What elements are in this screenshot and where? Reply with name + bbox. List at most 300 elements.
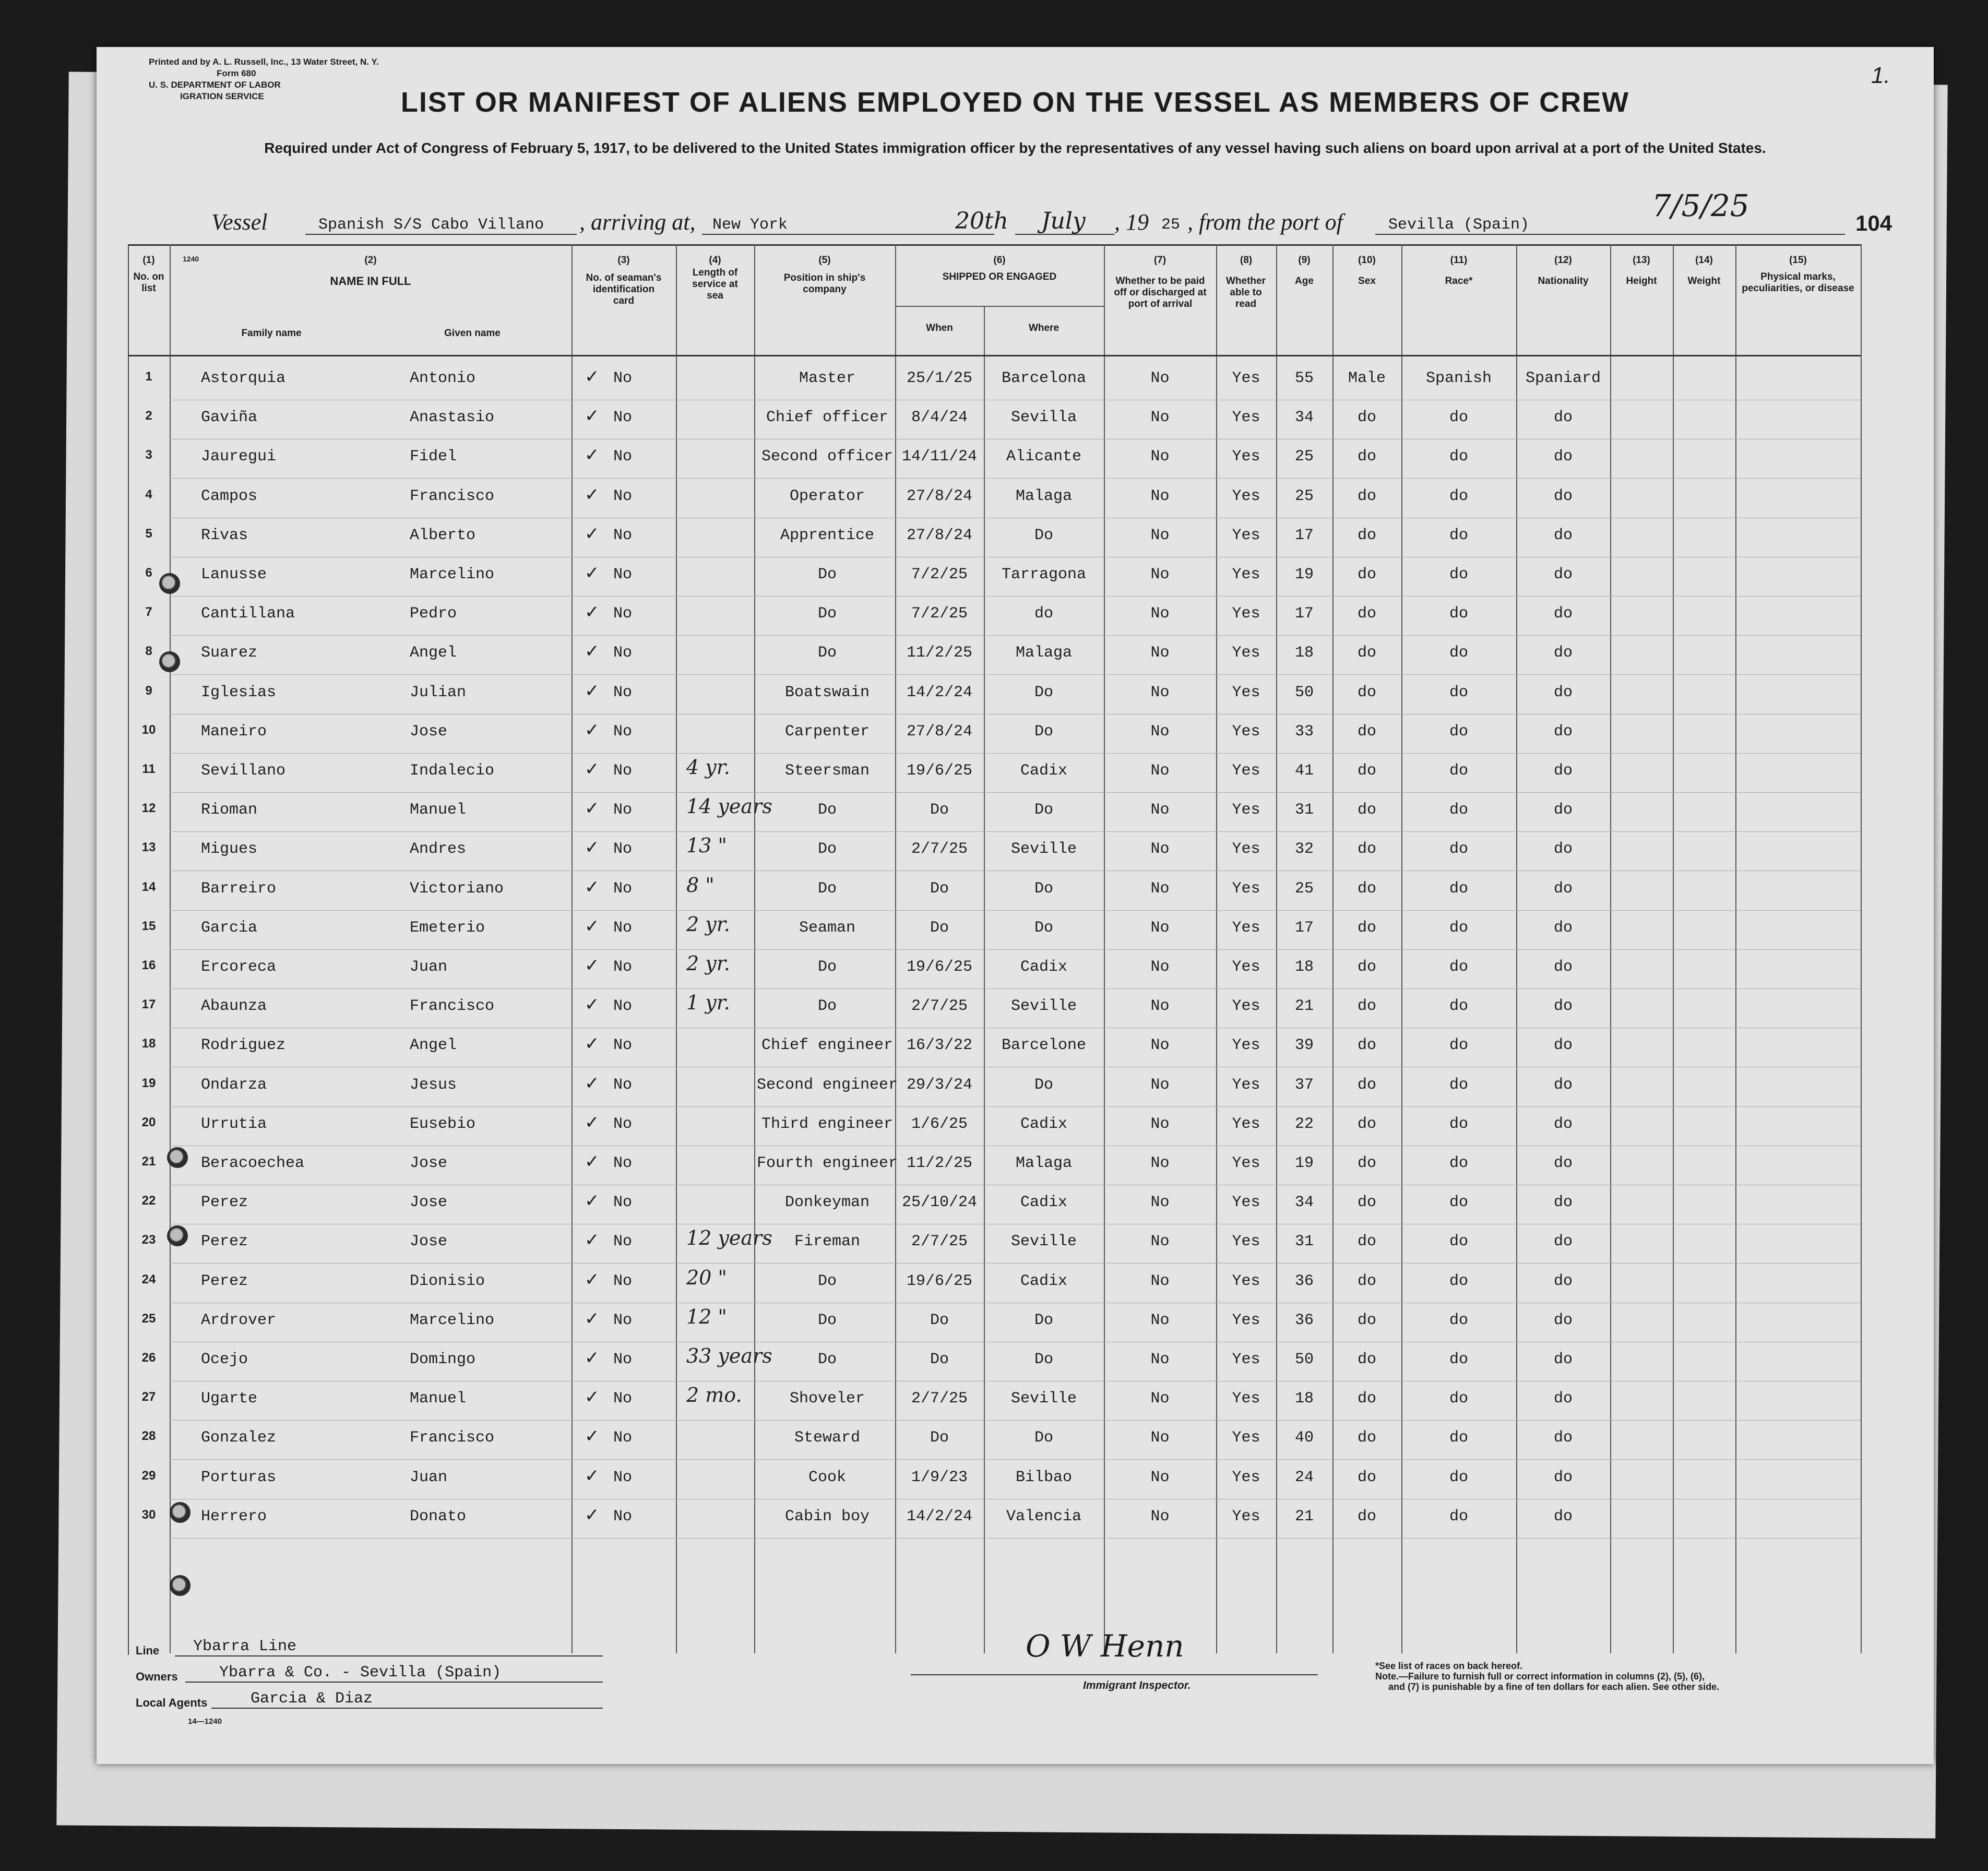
cell-paid: No [1150, 448, 1170, 466]
cell-no: 6 [145, 566, 152, 580]
cell-no: 29 [141, 1468, 156, 1483]
check-mark: ✓ [585, 1033, 600, 1055]
races-note: *See list of races on back hereof. [1375, 1661, 1523, 1671]
cell-given: Dionisio [410, 1272, 485, 1290]
cell-when: Do [930, 1351, 949, 1368]
cell-age: 33 [1294, 722, 1314, 741]
col9-label: Age [1295, 276, 1314, 287]
cell-service: 4 yr. [686, 756, 730, 779]
col6-when: When [926, 323, 953, 333]
cell-given: Jose [410, 1233, 448, 1251]
cell-family: Migues [201, 840, 258, 859]
cell-sex: do [1357, 1036, 1376, 1055]
cell-nat: do [1553, 1429, 1573, 1447]
cell-no: 3 [145, 448, 152, 462]
cell-when: 14/2/24 [906, 683, 973, 701]
cell-paid: No [1150, 1154, 1170, 1172]
cell-sex: do [1357, 1351, 1376, 1368]
cell-service: 2 yr. [686, 912, 730, 936]
cell-age: 50 [1294, 683, 1314, 701]
cell-paid: No [1150, 644, 1170, 662]
cell-where: Seville [1010, 1233, 1077, 1251]
cell-when: Do [930, 919, 949, 937]
cell-nat: do [1553, 605, 1573, 623]
cell-family: Astorquia [201, 370, 286, 387]
cell-sex: do [1357, 722, 1376, 741]
row-rule [170, 478, 1861, 479]
check-mark: ✓ [585, 406, 600, 427]
cell-read: Yes [1232, 409, 1260, 427]
cell-sex: do [1357, 1233, 1376, 1251]
punch-hole [170, 1575, 191, 1596]
arriving-label: , arriving at, [579, 209, 696, 235]
cell-age: 17 [1294, 919, 1314, 937]
cell-paid: No [1150, 801, 1170, 819]
handwritten-date: 7/5/25 [1652, 188, 1749, 223]
cell-given: Emeterio [410, 919, 485, 937]
cell-no: 9 [145, 683, 152, 698]
row-rule [170, 831, 1861, 832]
cell-read: Yes [1232, 370, 1260, 387]
cell-where: Seville [1010, 1390, 1077, 1408]
owners-label: Owners [136, 1670, 178, 1683]
cell-position: Do [817, 566, 837, 583]
check-mark: ✓ [585, 641, 600, 662]
cell-family: Suarez [201, 644, 258, 662]
cell-race: do [1449, 1154, 1468, 1172]
cell-service: 12 " [686, 1305, 727, 1328]
cell-sex: do [1357, 762, 1376, 780]
cell-card: No [613, 370, 633, 387]
cell-card: No [613, 605, 633, 623]
cell-family: Rivas [201, 526, 248, 544]
cell-card: No [613, 644, 633, 662]
check-mark: ✓ [585, 445, 600, 466]
cell-nat: do [1553, 879, 1573, 898]
cell-where: Malaga [1015, 1154, 1073, 1172]
cell-sex: do [1357, 1272, 1376, 1290]
cell-read: Yes [1232, 722, 1260, 741]
col10-label: Sex [1358, 276, 1376, 287]
cell-when: 7/2/25 [911, 605, 968, 623]
cell-sex: do [1357, 1429, 1376, 1447]
cell-no: 24 [141, 1272, 156, 1286]
cell-nat: Spaniard [1525, 370, 1601, 387]
cell-given: Domingo [410, 1351, 476, 1368]
departure-port: Sevilla (Spain) [1388, 216, 1530, 234]
department: U. S. DEPARTMENT OF LABOR [149, 80, 281, 90]
cell-paid: No [1150, 958, 1170, 976]
cell-when: 29/3/24 [906, 1076, 973, 1094]
check-mark: ✓ [585, 837, 600, 859]
cell-no: 2 [145, 409, 152, 423]
cell-nat: do [1553, 1194, 1573, 1212]
cell-given: Donato [410, 1507, 467, 1526]
cell-when: 2/7/25 [911, 1233, 968, 1251]
cell-race: do [1449, 1036, 1468, 1055]
local-agents-value: Garcia & Diaz [251, 1690, 373, 1708]
cell-where: Alicante [1006, 448, 1082, 466]
cell-card: No [613, 840, 633, 859]
punch-hole [170, 1502, 191, 1523]
from-label: , from the port of [1187, 209, 1343, 235]
col9-number: (9) [1298, 255, 1311, 266]
row-rule [170, 910, 1861, 911]
cell-when: Do [930, 1429, 949, 1447]
cell-race: do [1449, 1468, 1468, 1486]
cell-sex: do [1357, 644, 1376, 662]
cell-position: Do [817, 801, 837, 819]
cell-age: 25 [1294, 448, 1314, 466]
cell-card: No [613, 1272, 633, 1290]
cell-read: Yes [1232, 1036, 1260, 1055]
cell-given: Alberto [410, 526, 476, 544]
cell-position: Boatswain [784, 683, 870, 701]
cell-race: do [1449, 1194, 1468, 1212]
service: IGRATION SERVICE [180, 91, 264, 101]
cell-given: Manuel [410, 801, 467, 819]
cell-position: Cook [808, 1468, 846, 1486]
cell-position: Shoveler [789, 1390, 865, 1408]
cell-when: 11/2/25 [906, 644, 973, 662]
cell-paid: No [1150, 1507, 1170, 1526]
cell-age: 19 [1294, 566, 1314, 583]
arriving-port: New York [712, 216, 788, 234]
cell-race: do [1449, 1233, 1468, 1251]
cell-card: No [613, 1351, 633, 1368]
cell-family: Ugarte [201, 1390, 258, 1408]
cell-race: do [1449, 1429, 1468, 1447]
row-rule [170, 792, 1861, 793]
cell-family: Perez [201, 1272, 248, 1290]
check-mark: ✓ [585, 680, 600, 701]
cell-read: Yes [1232, 1390, 1260, 1408]
cell-card: No [613, 487, 633, 505]
cell-age: 36 [1294, 1272, 1314, 1290]
cell-family: Gaviña [201, 409, 258, 427]
cell-nat: do [1553, 566, 1573, 583]
cell-family: Ercoreca [201, 958, 277, 976]
cell-where: Cadix [1020, 958, 1067, 976]
cell-nat: do [1553, 997, 1573, 1016]
cell-nat: do [1553, 448, 1573, 466]
cell-race: do [1449, 879, 1468, 898]
cell-where: Barcelona [1001, 370, 1087, 387]
cell-where: Valencia [1006, 1507, 1082, 1526]
cell-age: 41 [1294, 762, 1314, 780]
cell-when: 25/10/24 [901, 1194, 978, 1212]
cell-read: Yes [1232, 801, 1260, 819]
cell-position: Steward [794, 1429, 861, 1447]
col2-family-name: Family name [241, 328, 302, 339]
cell-read: Yes [1232, 1076, 1260, 1094]
cell-card: No [613, 879, 633, 898]
cell-read: Yes [1232, 1311, 1260, 1329]
cell-read: Yes [1232, 919, 1260, 937]
cell-race: do [1449, 840, 1468, 859]
cell-nat: do [1553, 1036, 1573, 1055]
cell-no: 16 [141, 958, 156, 972]
col14-number: (14) [1695, 255, 1713, 266]
cell-race: do [1449, 683, 1468, 701]
col7-number: (7) [1153, 255, 1166, 266]
cell-given: Eusebio [410, 1115, 476, 1133]
cell-read: Yes [1232, 1351, 1260, 1368]
col12-label: Nationality [1538, 276, 1589, 287]
cell-given: Francisco [410, 487, 495, 505]
cell-position: Do [817, 879, 837, 898]
cell-family: Lanusse [201, 566, 267, 583]
cell-read: Yes [1232, 1233, 1260, 1251]
document-title: LIST OR MANIFEST OF ALIENS EMPLOYED ON THE VESSEL AS MEMBERS OF CREW [400, 87, 1630, 118]
check-mark: ✓ [585, 523, 600, 544]
cell-service: 2 yr. [686, 952, 730, 975]
cell-sex: do [1357, 840, 1376, 859]
cell-when: Do [930, 801, 949, 819]
cell-given: Manuel [410, 1390, 467, 1408]
check-mark: ✓ [585, 1504, 600, 1526]
cell-given: Antonio [410, 370, 476, 387]
cell-given: Marcelino [410, 1311, 495, 1329]
col15-number: (15) [1789, 255, 1807, 266]
check-mark: ✓ [585, 759, 600, 780]
cell-family: Herrero [201, 1507, 267, 1526]
col11-number: (11) [1450, 255, 1468, 266]
cell-paid: No [1150, 919, 1170, 937]
cell-read: Yes [1232, 1194, 1260, 1212]
cell-card: No [613, 1311, 633, 1329]
cell-position: Do [817, 958, 837, 976]
cell-paid: No [1150, 1194, 1170, 1212]
cell-when: 19/6/25 [906, 1272, 973, 1290]
cell-paid: No [1150, 1311, 1170, 1329]
cell-paid: No [1150, 997, 1170, 1016]
vessel-name: Spanish S/S Cabo Villano [318, 216, 544, 234]
cell-service: 13 " [686, 834, 727, 857]
vessel-label: Vessel [211, 209, 268, 235]
cell-card: No [613, 1076, 633, 1094]
cell-paid: No [1150, 370, 1170, 387]
cell-paid: No [1150, 879, 1170, 898]
cell-race: do [1449, 526, 1468, 544]
col2-label: NAME IN FULL [330, 275, 411, 288]
cell-given: Francisco [410, 997, 495, 1016]
check-mark: ✓ [585, 366, 600, 387]
cell-where: Barcelone [1001, 1036, 1087, 1055]
col10-number: (10) [1358, 255, 1376, 266]
cell-when: 1/6/25 [911, 1115, 968, 1133]
check-mark: ✓ [585, 1348, 600, 1368]
cell-sex: do [1357, 1154, 1376, 1172]
cell-position: Steersman [784, 762, 870, 780]
cell-race: do [1449, 566, 1468, 583]
cell-age: 32 [1294, 840, 1314, 859]
cell-service: 8 " [686, 873, 715, 897]
cell-nat: do [1553, 1233, 1573, 1251]
col2-number: (2) [364, 255, 377, 266]
cell-read: Yes [1232, 1429, 1260, 1447]
cell-read: Yes [1232, 566, 1260, 583]
row-rule [170, 1538, 1861, 1539]
cell-read: Yes [1232, 605, 1260, 623]
cell-sex: do [1357, 919, 1376, 937]
cell-no: 14 [141, 879, 156, 894]
cell-sex: do [1357, 1311, 1376, 1329]
cell-race: do [1449, 919, 1468, 937]
cell-card: No [613, 1194, 633, 1212]
col8-number: (8) [1240, 255, 1253, 266]
cell-where: Do [1034, 526, 1053, 544]
col13-number: (13) [1633, 255, 1650, 266]
year-prefix: , 19 [1114, 209, 1149, 235]
cell-position: Chief officer [766, 409, 889, 427]
cell-paid: No [1150, 1233, 1170, 1251]
cell-no: 23 [141, 1233, 156, 1247]
cell-where: Seville [1010, 840, 1077, 859]
cell-where: Do [1034, 919, 1053, 937]
cell-when: 14/11/24 [901, 448, 978, 466]
cell-given: Anastasio [410, 409, 495, 427]
cell-where: Tarragona [1001, 566, 1087, 583]
cell-race: do [1449, 487, 1468, 505]
cell-where: do [1034, 605, 1053, 623]
col1-label: No. on list [133, 271, 164, 294]
cell-nat: do [1553, 1272, 1573, 1290]
cell-no: 25 [141, 1311, 156, 1326]
cell-age: 22 [1294, 1115, 1314, 1133]
cell-nat: do [1553, 919, 1573, 937]
cell-family: Rioman [201, 801, 258, 819]
cell-where: Do [1034, 801, 1053, 819]
col5-number: (5) [818, 255, 831, 266]
cell-card: No [613, 1429, 633, 1447]
cell-given: Angel [410, 1036, 457, 1055]
cell-service: 12 years [686, 1226, 772, 1250]
cell-family: Gonzalez [201, 1429, 277, 1447]
cell-position: Do [817, 997, 837, 1016]
cell-race: do [1449, 1351, 1468, 1368]
cell-where: Cadix [1020, 762, 1067, 780]
cell-where: Bilbao [1015, 1468, 1073, 1486]
cell-given: Julian [410, 683, 467, 701]
cell-family: Barreiro [201, 879, 277, 898]
punch-hole [167, 1225, 188, 1246]
cell-sex: do [1357, 683, 1376, 701]
cell-no: 11 [142, 762, 156, 776]
cell-sex: Male [1348, 370, 1386, 387]
cell-race: do [1449, 762, 1468, 780]
cell-nat: do [1553, 1154, 1573, 1172]
cell-nat: do [1553, 644, 1573, 662]
check-mark: ✓ [585, 1190, 600, 1212]
row-rule [170, 596, 1861, 597]
cell-where: Malaga [1015, 487, 1073, 505]
cell-position: Cabin boy [784, 1507, 870, 1526]
row-rule [170, 674, 1861, 675]
cell-read: Yes [1232, 1468, 1260, 1486]
corner-mark: 1. [1871, 63, 1890, 88]
cell-age: 31 [1294, 1233, 1314, 1251]
cell-age: 40 [1294, 1429, 1314, 1447]
check-mark: ✓ [585, 1230, 600, 1251]
check-mark: ✓ [585, 1308, 600, 1329]
cell-position: Carpenter [784, 722, 870, 741]
col6-where: Where [1028, 323, 1060, 333]
cell-when: 2/7/25 [911, 997, 968, 1016]
cell-paid: No [1150, 722, 1170, 741]
cell-no: 1 [145, 370, 152, 384]
check-mark: ✓ [585, 955, 600, 976]
cell-age: 18 [1294, 1390, 1314, 1408]
cell-when: 2/7/25 [911, 1390, 968, 1408]
cell-position: Chief engineer [761, 1036, 894, 1055]
cell-service: 2 mo. [686, 1384, 742, 1407]
cell-nat: do [1553, 762, 1573, 780]
cell-card: No [613, 409, 633, 427]
printer-line: Printed and by A. L. Russell, Inc., 13 Water Street, N. Y. [149, 57, 379, 67]
cell-sex: do [1357, 1390, 1376, 1408]
check-mark: ✓ [585, 563, 600, 583]
arrival-month: July [1041, 208, 1086, 234]
cell-when: 27/8/24 [906, 526, 973, 544]
cell-given: Pedro [410, 605, 457, 623]
cell-age: 36 [1294, 1311, 1314, 1329]
check-mark: ✓ [585, 1151, 600, 1172]
form-number: Form 680 [217, 68, 256, 78]
cell-no: 7 [145, 605, 152, 619]
cell-family: Abaunza [201, 997, 267, 1016]
cell-when: 16/3/22 [906, 1036, 973, 1055]
row-rule [170, 988, 1861, 989]
cell-when: Do [930, 1311, 949, 1329]
cell-read: Yes [1232, 840, 1260, 859]
check-mark: ✓ [585, 1112, 600, 1133]
cell-race: do [1449, 448, 1468, 466]
cell-race: Spanish [1425, 370, 1492, 387]
line-label: Line [136, 1644, 160, 1657]
cell-read: Yes [1232, 1272, 1260, 1290]
cell-sex: do [1357, 801, 1376, 819]
cell-no: 26 [141, 1351, 156, 1365]
cell-race: do [1449, 605, 1468, 623]
cell-no: 12 [141, 801, 156, 816]
cell-age: 50 [1294, 1351, 1314, 1368]
cell-card: No [613, 1154, 633, 1172]
cell-no: 13 [141, 840, 156, 855]
fine-note: and (7) is punishable by a fine of ten dollars for each alien. See other side. [1388, 1682, 1720, 1692]
cell-sex: do [1357, 526, 1376, 544]
cell-nat: do [1553, 1390, 1573, 1408]
cell-card: No [613, 683, 633, 701]
cell-age: 18 [1294, 644, 1314, 662]
cell-nat: do [1553, 683, 1573, 701]
cell-nat: do [1553, 1076, 1573, 1094]
check-mark: ✓ [585, 719, 600, 741]
cell-when: 2/7/25 [911, 840, 968, 859]
cell-card: No [613, 722, 633, 741]
cell-sex: do [1357, 958, 1376, 976]
col3-number: (3) [617, 255, 630, 266]
col4-number: (4) [709, 255, 721, 266]
cell-when: 14/2/24 [906, 1507, 973, 1526]
cell-nat: do [1553, 1351, 1573, 1368]
page-number: 104 [1855, 211, 1892, 235]
cell-paid: No [1150, 1390, 1170, 1408]
cell-sex: do [1357, 409, 1376, 427]
cell-given: Juan [410, 1468, 448, 1486]
cell-age: 34 [1294, 1194, 1314, 1212]
cell-no: 20 [141, 1115, 156, 1129]
